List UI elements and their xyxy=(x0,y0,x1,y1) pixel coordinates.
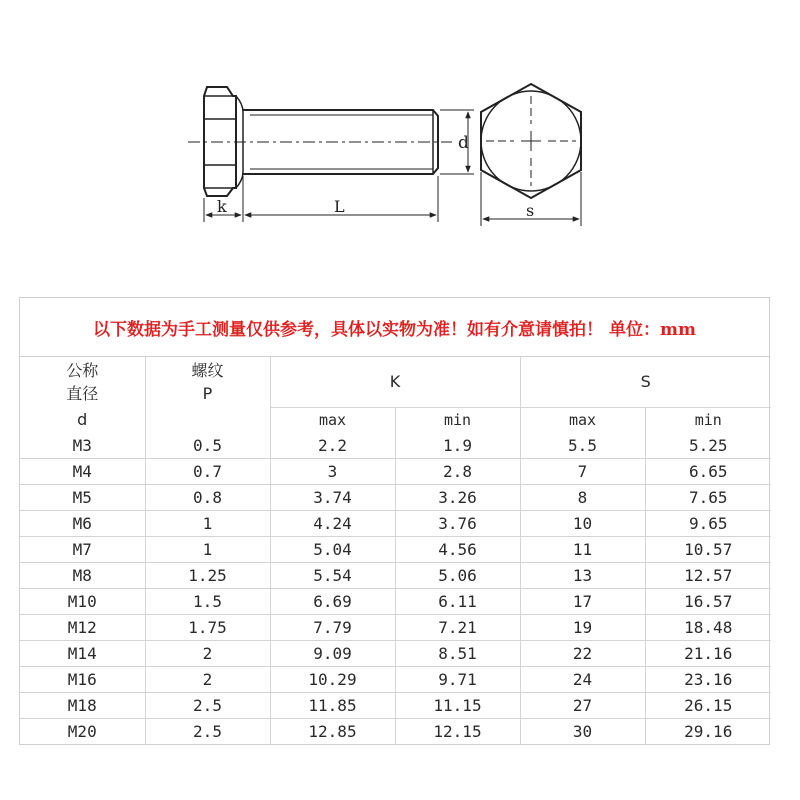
cell-s-min: 18.48 xyxy=(645,614,771,640)
cell-k-min: 1.9 xyxy=(395,433,520,459)
cell-s-max: 22 xyxy=(520,640,645,666)
cell-pitch: 1.25 xyxy=(145,562,270,588)
cell-k-max: 12.85 xyxy=(270,718,395,744)
cell-s-max: 13 xyxy=(520,562,645,588)
header-diameter xyxy=(20,357,145,407)
cell-k-max: 5.54 xyxy=(270,562,395,588)
header-k-max: max xyxy=(270,407,395,433)
header-pitch-line2: P xyxy=(202,384,213,403)
table-row xyxy=(20,433,771,459)
cell-diameter: M14 xyxy=(20,640,145,666)
cell-s-min: 23.16 xyxy=(645,666,771,692)
cell-k-min: 8.51 xyxy=(395,640,520,666)
cell-k-max: 11.85 xyxy=(270,692,395,718)
header-k-min: min xyxy=(395,407,520,433)
cell-s-max: 10 xyxy=(520,510,645,536)
header-group-k: K xyxy=(270,357,520,407)
cell-pitch: 0.7 xyxy=(145,458,270,484)
header-pitch-line1: 螺纹 xyxy=(191,361,224,380)
cell-s-min: 16.57 xyxy=(645,588,771,614)
cell-diameter: M8 xyxy=(20,562,145,588)
cell-pitch: 0.8 xyxy=(145,484,270,510)
cell-diameter: M4 xyxy=(20,458,145,484)
cell-k-max: 6.69 xyxy=(270,588,395,614)
cell-s-max: 30 xyxy=(520,718,645,744)
cell-s-max: 8 xyxy=(520,484,645,510)
cell-pitch: 2.5 xyxy=(145,718,270,744)
cell-pitch: 2 xyxy=(145,640,270,666)
cell-s-max: 5.5 xyxy=(520,433,645,459)
cell-s-min: 5.25 xyxy=(645,433,771,459)
cell-s-min: 12.57 xyxy=(645,562,771,588)
table-row xyxy=(20,614,771,640)
table-row xyxy=(20,510,771,536)
table-row xyxy=(20,692,771,718)
cell-pitch: 2 xyxy=(145,666,270,692)
bolt-shank xyxy=(243,110,438,174)
cell-k-max: 3 xyxy=(270,458,395,484)
label-s: s xyxy=(526,201,535,220)
table-row xyxy=(20,666,771,692)
cell-pitch: 0.5 xyxy=(145,433,270,459)
cell-diameter: M7 xyxy=(20,536,145,562)
cell-s-max: 24 xyxy=(520,666,645,692)
header-diameter-line1: 公称 xyxy=(66,361,99,380)
cell-k-min: 4.56 xyxy=(395,536,520,562)
table-row xyxy=(20,588,771,614)
spec-table xyxy=(20,357,771,744)
cell-s-min: 29.16 xyxy=(645,718,771,744)
cell-s-max: 7 xyxy=(520,458,645,484)
cell-k-min: 6.11 xyxy=(395,588,520,614)
cell-pitch: 1 xyxy=(145,510,270,536)
label-L: L xyxy=(334,197,345,216)
cell-diameter: M18 xyxy=(20,692,145,718)
cell-diameter: M12 xyxy=(20,614,145,640)
table-row xyxy=(20,640,771,666)
cell-k-min: 2.8 xyxy=(395,458,520,484)
cell-s-max: 27 xyxy=(520,692,645,718)
cell-k-max: 10.29 xyxy=(270,666,395,692)
cell-k-min: 11.15 xyxy=(395,692,520,718)
header-pitch xyxy=(145,357,270,407)
cell-pitch: 1.75 xyxy=(145,614,270,640)
header-diameter-line2: 直径 xyxy=(66,384,99,403)
cell-diameter: M20 xyxy=(20,718,145,744)
cell-pitch: 1 xyxy=(145,536,270,562)
spec-table-body xyxy=(20,433,771,744)
cell-diameter: M3 xyxy=(20,433,145,459)
cell-k-min: 5.06 xyxy=(395,562,520,588)
cell-k-min: 12.15 xyxy=(395,718,520,744)
cell-k-min: 3.26 xyxy=(395,484,520,510)
table-row xyxy=(20,458,771,484)
cell-diameter: M6 xyxy=(20,510,145,536)
measurement-notice: 以下数据为手工测量仅供参考，具体以实物为准！如有介意请慎拍！ 单位：mm xyxy=(20,298,769,357)
cell-s-max: 11 xyxy=(520,536,645,562)
cell-diameter: M10 xyxy=(20,588,145,614)
cell-k-min: 7.21 xyxy=(395,614,520,640)
label-k: k xyxy=(217,197,227,216)
table-row xyxy=(20,718,771,744)
table-row xyxy=(20,536,771,562)
header-pitch-empty xyxy=(145,407,270,433)
cell-k-max: 9.09 xyxy=(270,640,395,666)
cell-s-min: 21.16 xyxy=(645,640,771,666)
cell-k-max: 7.79 xyxy=(270,614,395,640)
label-d: d xyxy=(458,133,469,153)
cell-pitch: 2.5 xyxy=(145,692,270,718)
cell-s-max: 17 xyxy=(520,588,645,614)
header-group-s: S xyxy=(520,357,771,407)
cell-s-min: 26.15 xyxy=(645,692,771,718)
cell-k-min: 3.76 xyxy=(395,510,520,536)
cell-s-min: 6.65 xyxy=(645,458,771,484)
cell-k-max: 5.04 xyxy=(270,536,395,562)
table-row xyxy=(20,562,771,588)
cell-s-min: 9.65 xyxy=(645,510,771,536)
header-s-max: max xyxy=(520,407,645,433)
header-diameter-line3: d xyxy=(20,407,145,433)
cell-pitch: 1.5 xyxy=(145,588,270,614)
bolt-diagram xyxy=(0,0,800,270)
cell-s-max: 19 xyxy=(520,614,645,640)
spec-table-panel xyxy=(19,297,770,745)
cell-k-max: 4.24 xyxy=(270,510,395,536)
cell-k-max: 3.74 xyxy=(270,484,395,510)
cell-k-max: 2.2 xyxy=(270,433,395,459)
cell-k-min: 9.71 xyxy=(395,666,520,692)
cell-s-min: 7.65 xyxy=(645,484,771,510)
header-s-min: min xyxy=(645,407,771,433)
cell-diameter: M5 xyxy=(20,484,145,510)
cell-s-min: 10.57 xyxy=(645,536,771,562)
table-row xyxy=(20,484,771,510)
cell-diameter: M16 xyxy=(20,666,145,692)
